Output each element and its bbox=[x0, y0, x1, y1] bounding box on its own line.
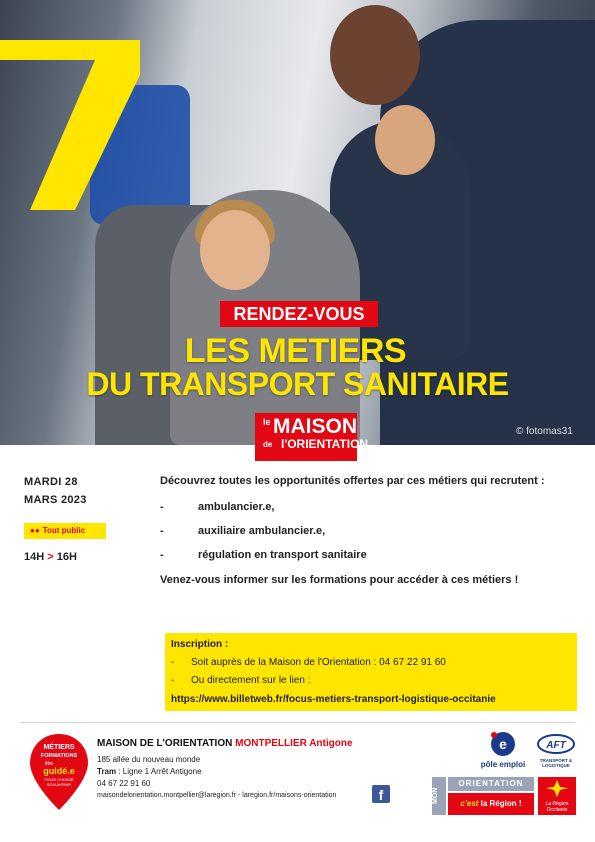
aft-icon bbox=[532, 732, 580, 758]
maison-orientation-logo bbox=[255, 413, 369, 461]
logo-de: de bbox=[263, 440, 273, 449]
aft-label: TRANSPORT & LOGISTIQUE bbox=[539, 758, 573, 768]
metiers-pin-logo bbox=[28, 732, 90, 812]
yellow-seven-graphic bbox=[0, 20, 150, 210]
logo-orientation: l'ORIENTATION bbox=[281, 437, 369, 451]
inscription-heading: Inscription : bbox=[171, 639, 229, 650]
website-link[interactable]: laregion.fr/maisons-orientation bbox=[242, 792, 337, 799]
arrow-icon: > bbox=[47, 551, 54, 563]
region-banner: c'est la Région ! bbox=[448, 793, 534, 815]
mon-label: MON bbox=[432, 777, 446, 815]
svg-text:e: e bbox=[499, 736, 507, 752]
paramedic-woman-face bbox=[375, 105, 435, 175]
org-address bbox=[97, 754, 202, 790]
pole-emploi-icon bbox=[478, 730, 528, 760]
registration-link[interactable]: https://www.billetweb.fr/focus-metiers-transport-logistique-occitanie bbox=[171, 694, 496, 705]
tram-line: Tram : Ligne 1 Arrêt Antigone bbox=[97, 767, 202, 776]
date-line2: MARS 2023 bbox=[24, 494, 87, 506]
logo-maison: MAISON bbox=[273, 415, 357, 438]
pin-text: MÉTIERS bbox=[43, 744, 75, 751]
inscription-box: Inscription : - Soit auprès de la Maison de l'Orientation : 04 67 22 91 60 - Ou directement sur le lien : https://www.billetweb.fr/focus-metiers-transport-logistique-occitanie bbox=[165, 633, 577, 711]
email-link[interactable]: maisondelorientation.montpellier@laregion.fr bbox=[97, 792, 237, 799]
facebook-icon[interactable]: f bbox=[372, 785, 390, 803]
phone-line: 04 67 22 91 60 bbox=[97, 779, 151, 788]
date-line1: MARDI 28 bbox=[24, 476, 78, 488]
photo-credit: © fotomas31 bbox=[516, 426, 573, 437]
pin-text: POUR CHOISIR bbox=[44, 777, 74, 782]
people-icon: ●● bbox=[30, 526, 40, 535]
outro-text: Venez-vous informer sur les formations pour accéder à ces métiers ! bbox=[160, 574, 519, 586]
occitanie-logo bbox=[538, 777, 576, 815]
link-separator: - bbox=[237, 792, 241, 799]
contact-links bbox=[97, 792, 336, 799]
logo-le: le bbox=[263, 417, 271, 427]
pin-text: SON AVENIR bbox=[46, 782, 72, 787]
occitanie-cross-icon bbox=[538, 777, 576, 799]
divider bbox=[20, 722, 575, 723]
pin-text: guidé.e bbox=[43, 766, 75, 776]
pole-emploi-label: pôle emploi bbox=[480, 760, 526, 769]
title-line1: LES METIERS bbox=[184, 332, 407, 370]
time-end: 16H bbox=[56, 551, 77, 563]
pin-text: être bbox=[44, 761, 54, 767]
time-start: 14H bbox=[24, 551, 45, 563]
aft-text: AFT bbox=[546, 740, 566, 751]
orientation-label: ORIENTATION bbox=[448, 777, 534, 791]
event-date bbox=[24, 473, 87, 509]
address-line: 185 allée du nouveau monde bbox=[97, 755, 201, 764]
pin-text: FORMATIONS bbox=[40, 753, 78, 759]
rendezvous-banner: RENDEZ-VOUS bbox=[220, 301, 378, 327]
patient-face bbox=[200, 210, 270, 290]
intro-text: Découvrez toutes les opportunités offertes par ces métiers qui recrutent : bbox=[160, 475, 545, 487]
audience-badge bbox=[24, 523, 106, 539]
audience-label: Tout public bbox=[42, 526, 86, 535]
paramedic-man-face bbox=[330, 5, 420, 105]
event-hours bbox=[24, 551, 77, 563]
aft-logo bbox=[532, 732, 580, 770]
title-line2: DU TRANSPORT SANITAIRE bbox=[86, 366, 509, 402]
org-name: MAISON DE L'ORIENTATION MONTPELLIER Antigone bbox=[97, 738, 353, 749]
occitanie-label: La Région Occitanie bbox=[545, 801, 569, 813]
pole-emploi-logo bbox=[478, 730, 528, 772]
